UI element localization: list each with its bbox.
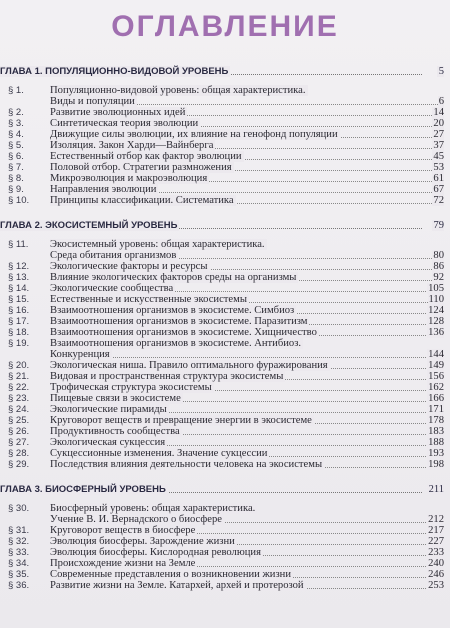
toc-entry (0, 525, 450, 536)
section-number: § 20. (8, 360, 30, 371)
section-title-line (50, 558, 424, 569)
section-title-text: Синтетическая теория эволюции (50, 118, 199, 129)
section-page-number: 171 (428, 404, 444, 415)
section-title-line (50, 294, 424, 305)
section-title-text: Направления эволюции (50, 184, 157, 195)
section-page-number: 105 (428, 283, 444, 294)
toc-entry (0, 85, 450, 107)
section-title-text: Круговорот веществ в биосфере (50, 525, 196, 536)
section-body (50, 118, 424, 129)
section-number: § 26. (8, 426, 30, 437)
toc-entry (0, 140, 450, 151)
section-body (50, 448, 424, 459)
section-page-number: 80 (433, 250, 444, 261)
section-number: § 22. (8, 382, 30, 393)
chapter-gap (0, 206, 450, 214)
section-title-line (50, 536, 424, 547)
section-page-number: 136 (428, 327, 444, 338)
section-body (50, 569, 424, 580)
section-body (50, 536, 424, 547)
section-title-line (50, 360, 424, 371)
section-body (50, 283, 424, 294)
toc-entry (0, 448, 450, 459)
section-title-line (50, 129, 424, 140)
section-number: § 4. (8, 129, 24, 140)
chapter-heading (0, 64, 450, 80)
toc-entry (0, 360, 450, 371)
page-title: ОГЛАВЛЕНИЕ (111, 10, 339, 43)
toc-entry (0, 371, 450, 382)
section-title-text: Изоляция. Закон Харди—Вайнберга (50, 140, 214, 151)
section-title-line (50, 118, 424, 129)
section-body (50, 305, 424, 316)
section-body (50, 371, 424, 382)
section-page-number: 240 (428, 558, 444, 569)
section-title-text: Биосферный уровень: общая характеристика. (50, 503, 256, 514)
section-title-line (50, 107, 424, 118)
section-title-line (50, 448, 424, 459)
section-number: § 21. (8, 371, 30, 382)
toc-entry (0, 536, 450, 547)
section-title-text: Происхождение жизни на Земле (50, 558, 196, 569)
toc-entry (0, 305, 450, 316)
toc-entry (0, 107, 450, 118)
section-body (50, 525, 424, 536)
section-title-line (50, 173, 424, 184)
section-page-number: 53 (433, 162, 444, 173)
section-title-line (50, 151, 424, 162)
section-body (50, 459, 424, 470)
section-body (50, 294, 424, 305)
section-title-text: Популяционно-видовой уровень: общая характеристика. (50, 85, 306, 96)
toc-entry (0, 162, 450, 173)
section-title-text: Экологические пирамиды (50, 404, 167, 415)
section-page-number: 246 (428, 569, 444, 580)
section-body (50, 261, 424, 272)
section-body (50, 316, 424, 327)
section-number: § 30. (8, 503, 30, 514)
section-body (50, 151, 424, 162)
toc-entry (0, 118, 450, 129)
section-page-number: 61 (433, 173, 444, 184)
section-title-line (50, 85, 424, 96)
section-title-line (50, 261, 424, 272)
section-title-text: Развитие эволюционных идей (50, 107, 186, 118)
toc-entry (0, 459, 450, 470)
section-title-line (50, 426, 424, 437)
section-title-text: Эволюция биосферы. Зарождение жизни (50, 536, 235, 547)
section-page-number: 233 (428, 547, 444, 558)
section-page-number: 253 (428, 580, 444, 591)
section-number: § 29. (8, 459, 30, 470)
section-number: § 32. (8, 536, 30, 547)
toc-entry (0, 503, 450, 525)
section-number: § 13. (8, 272, 30, 283)
section-title-text: Среда обитания организмов (50, 250, 177, 261)
section-body (50, 503, 424, 525)
section-page-number: 149 (428, 360, 444, 371)
section-title-line (50, 459, 424, 470)
section-page-number: 128 (428, 316, 444, 327)
section-title-line (50, 239, 424, 250)
section-title-text: Экологическая ниша. Правило оптимального фуражирования (50, 360, 328, 371)
section-number: § 18. (8, 327, 30, 338)
section-body (50, 327, 424, 338)
chapter-page-number: 211 (428, 484, 444, 495)
table-of-contents (0, 60, 450, 591)
section-number: § 14. (8, 283, 30, 294)
section-number: § 9. (8, 184, 24, 195)
toc-entry (0, 558, 450, 569)
section-title-line (50, 569, 424, 580)
section-title-text: Половой отбор. Стратегии размножения (50, 162, 232, 173)
section-title-line (50, 327, 424, 338)
section-page-number: 193 (428, 448, 444, 459)
toc-entry (0, 393, 450, 404)
section-title-text: Принципы классификации. Систематика (50, 195, 234, 206)
section-title-line (50, 272, 424, 283)
section-title-line (50, 525, 424, 536)
section-title-text: Движущие силы эволюции, их влияние на генофонд популяции (50, 129, 338, 140)
section-title-line (50, 349, 424, 360)
toc-entry (0, 327, 450, 338)
section-page-number: 27 (433, 129, 444, 140)
toc-entry (0, 415, 450, 426)
section-title-text: Экологические факторы и ресурсы (50, 261, 208, 272)
section-number: § 16. (8, 305, 30, 316)
toc-entry (0, 272, 450, 283)
section-number: § 2. (8, 107, 24, 118)
section-number: § 15. (8, 294, 30, 305)
chapter-page-number: 79 (433, 220, 444, 231)
toc-entry (0, 338, 450, 360)
section-page-number: 92 (433, 272, 444, 283)
chapter-heading (0, 482, 450, 498)
section-body (50, 184, 424, 195)
section-number: § 33. (8, 547, 30, 558)
chapter-heading (0, 218, 450, 234)
section-page-number: 45 (433, 151, 444, 162)
section-number: § 34. (8, 558, 30, 569)
section-title-line (50, 382, 424, 393)
section-page-number: 156 (428, 371, 444, 382)
section-page-number: 14 (433, 107, 444, 118)
chapter-title: ГЛАВА 1. ПОПУЛЯЦИОННО-ВИДОВОЙ УРОВЕНЬ (0, 66, 229, 77)
section-title-text: Экологическая сукцессия (50, 437, 166, 448)
section-body (50, 437, 424, 448)
section-page-number: 227 (428, 536, 444, 547)
section-number: § 19. (8, 338, 30, 349)
section-body (50, 85, 424, 107)
section-body (50, 173, 424, 184)
section-number: § 23. (8, 393, 30, 404)
section-body (50, 360, 424, 371)
section-title-line (50, 316, 424, 327)
section-title-text: Экосистемный уровень: общая характеристика. (50, 239, 265, 250)
section-title-line (50, 580, 424, 591)
section-page-number: 183 (428, 426, 444, 437)
section-title-text: Круговорот веществ и превращение энергии в экосистеме (50, 415, 312, 426)
toc-entry (0, 404, 450, 415)
section-page-number: 20 (433, 118, 444, 129)
chapter-page-number: 5 (438, 66, 444, 77)
toc-entry (0, 283, 450, 294)
section-title-line (50, 283, 424, 294)
toc-entry (0, 195, 450, 206)
section-title-line (50, 404, 424, 415)
section-title-line (50, 415, 424, 426)
section-body (50, 140, 424, 151)
section-title-text: Микроэволюция и макроэволюция (50, 173, 208, 184)
chapter-title: ГЛАВА 2. ЭКОСИСТЕМНЫЙ УРОВЕНЬ (0, 220, 178, 231)
section-title-text: Конкуренция (50, 349, 110, 360)
section-title-text: Продуктивность сообщества (50, 426, 180, 437)
section-body (50, 558, 424, 569)
section-body (50, 107, 424, 118)
section-title-line (50, 195, 424, 206)
section-title-line (50, 305, 424, 316)
section-title-line (50, 96, 424, 107)
section-body (50, 382, 424, 393)
section-title-text: Взаимоотношения организмов в экосистеме. Симбиоз (50, 305, 295, 316)
section-page-number: 6 (438, 96, 444, 107)
toc-entry (0, 239, 450, 261)
section-title-text: Видовая и пространственная структура экосистемы (50, 371, 284, 382)
section-number: § 7. (8, 162, 24, 173)
section-number: § 6. (8, 151, 24, 162)
section-page-number: 178 (428, 415, 444, 426)
section-title-line (50, 547, 424, 558)
toc-entry (0, 129, 450, 140)
section-title-text: Развитие жизни на Земле. Катархей, архей и протерозой (50, 580, 304, 591)
toc-entry (0, 569, 450, 580)
section-page-number: 37 (433, 140, 444, 151)
chapter-gap (0, 470, 450, 478)
section-body (50, 338, 424, 360)
toc-entry (0, 437, 450, 448)
section-title-line (50, 162, 424, 173)
toc-entry (0, 547, 450, 558)
section-title-text: Влияние экологических факторов среды на организмы (50, 272, 297, 283)
section-number: § 31. (8, 525, 30, 536)
section-number: § 25. (8, 415, 30, 426)
section-body (50, 404, 424, 415)
section-number: § 36. (8, 580, 30, 591)
section-title-line (50, 503, 424, 514)
section-number: § 11. (8, 239, 29, 250)
chapter-title: ГЛАВА 3. БИОСФЕРНЫЙ УРОВЕНЬ (0, 484, 166, 495)
toc-entry (0, 261, 450, 272)
section-page-number: 110 (428, 294, 444, 305)
section-title-text: Взаимоотношения организмов в экосистеме. Антибиоз. (50, 338, 302, 349)
section-page-number: 86 (433, 261, 444, 272)
section-title-text: Взаимоотношения организмов в экосистеме. Паразитизм (50, 316, 308, 327)
toc-entry (0, 382, 450, 393)
section-number: § 27. (8, 437, 30, 448)
section-number: § 12. (8, 261, 30, 272)
section-title-line (50, 393, 424, 404)
section-title-line (50, 371, 424, 382)
section-title-text: Трофическая структура экосистемы (50, 382, 212, 393)
section-title-line (50, 437, 424, 448)
toc-entry (0, 173, 450, 184)
section-page-number: 188 (428, 437, 444, 448)
section-number: § 3. (8, 118, 24, 129)
section-number: § 24. (8, 404, 30, 415)
section-body (50, 426, 424, 437)
section-body (50, 129, 424, 140)
toc-entry (0, 294, 450, 305)
section-title-text: Виды и популяции (50, 96, 135, 107)
section-page-number: 212 (428, 514, 444, 525)
section-page-number: 72 (433, 195, 444, 206)
section-body (50, 239, 424, 261)
section-number: § 17. (8, 316, 30, 327)
section-number: § 28. (8, 448, 30, 459)
section-title-text: Сукцессионные изменения. Значение сукцессии (50, 448, 268, 459)
section-title-line (50, 184, 424, 195)
section-title-line (50, 338, 424, 349)
section-title-line (50, 250, 424, 261)
section-title-text: Взаимоотношения организмов в экосистеме. Хищничество (50, 327, 317, 338)
section-page-number: 166 (428, 393, 444, 404)
section-body (50, 195, 424, 206)
section-body (50, 580, 424, 591)
toc-entry (0, 426, 450, 437)
section-title-text: Экологические сообщества (50, 283, 174, 294)
section-number: § 35. (8, 569, 30, 580)
section-title-text: Последствия влияния деятельности человека на экосистемы (50, 459, 323, 470)
section-title-text: Пищевые связи в экосистеме (50, 393, 181, 404)
section-number: § 10. (8, 195, 30, 206)
section-title-line (50, 140, 424, 151)
section-title-line (50, 514, 424, 525)
section-page-number: 124 (428, 305, 444, 316)
section-title-text: Современные представления о возникновении жизни (50, 569, 291, 580)
toc-entry (0, 151, 450, 162)
section-number: § 5. (8, 140, 24, 151)
section-page-number: 144 (428, 349, 444, 360)
section-title-text: Эволюция биосферы. Кислородная революция (50, 547, 261, 558)
section-page-number: 217 (428, 525, 444, 536)
section-title-text: Естественные и искусственные экосистемы (50, 294, 247, 305)
toc-entry (0, 580, 450, 591)
section-title-text: Естественный отбор как фактор эволюции (50, 151, 242, 162)
section-number: § 8. (8, 173, 24, 184)
section-body (50, 272, 424, 283)
section-body (50, 547, 424, 558)
section-page-number: 198 (428, 459, 444, 470)
section-page-number: 67 (433, 184, 444, 195)
toc-entry (0, 184, 450, 195)
section-body (50, 162, 424, 173)
toc-entry (0, 316, 450, 327)
section-body (50, 415, 424, 426)
section-number: § 1. (8, 85, 24, 96)
section-body (50, 393, 424, 404)
section-title-text: Учение В. И. Вернадского о биосфере (50, 514, 222, 525)
section-page-number: 162 (428, 382, 444, 393)
